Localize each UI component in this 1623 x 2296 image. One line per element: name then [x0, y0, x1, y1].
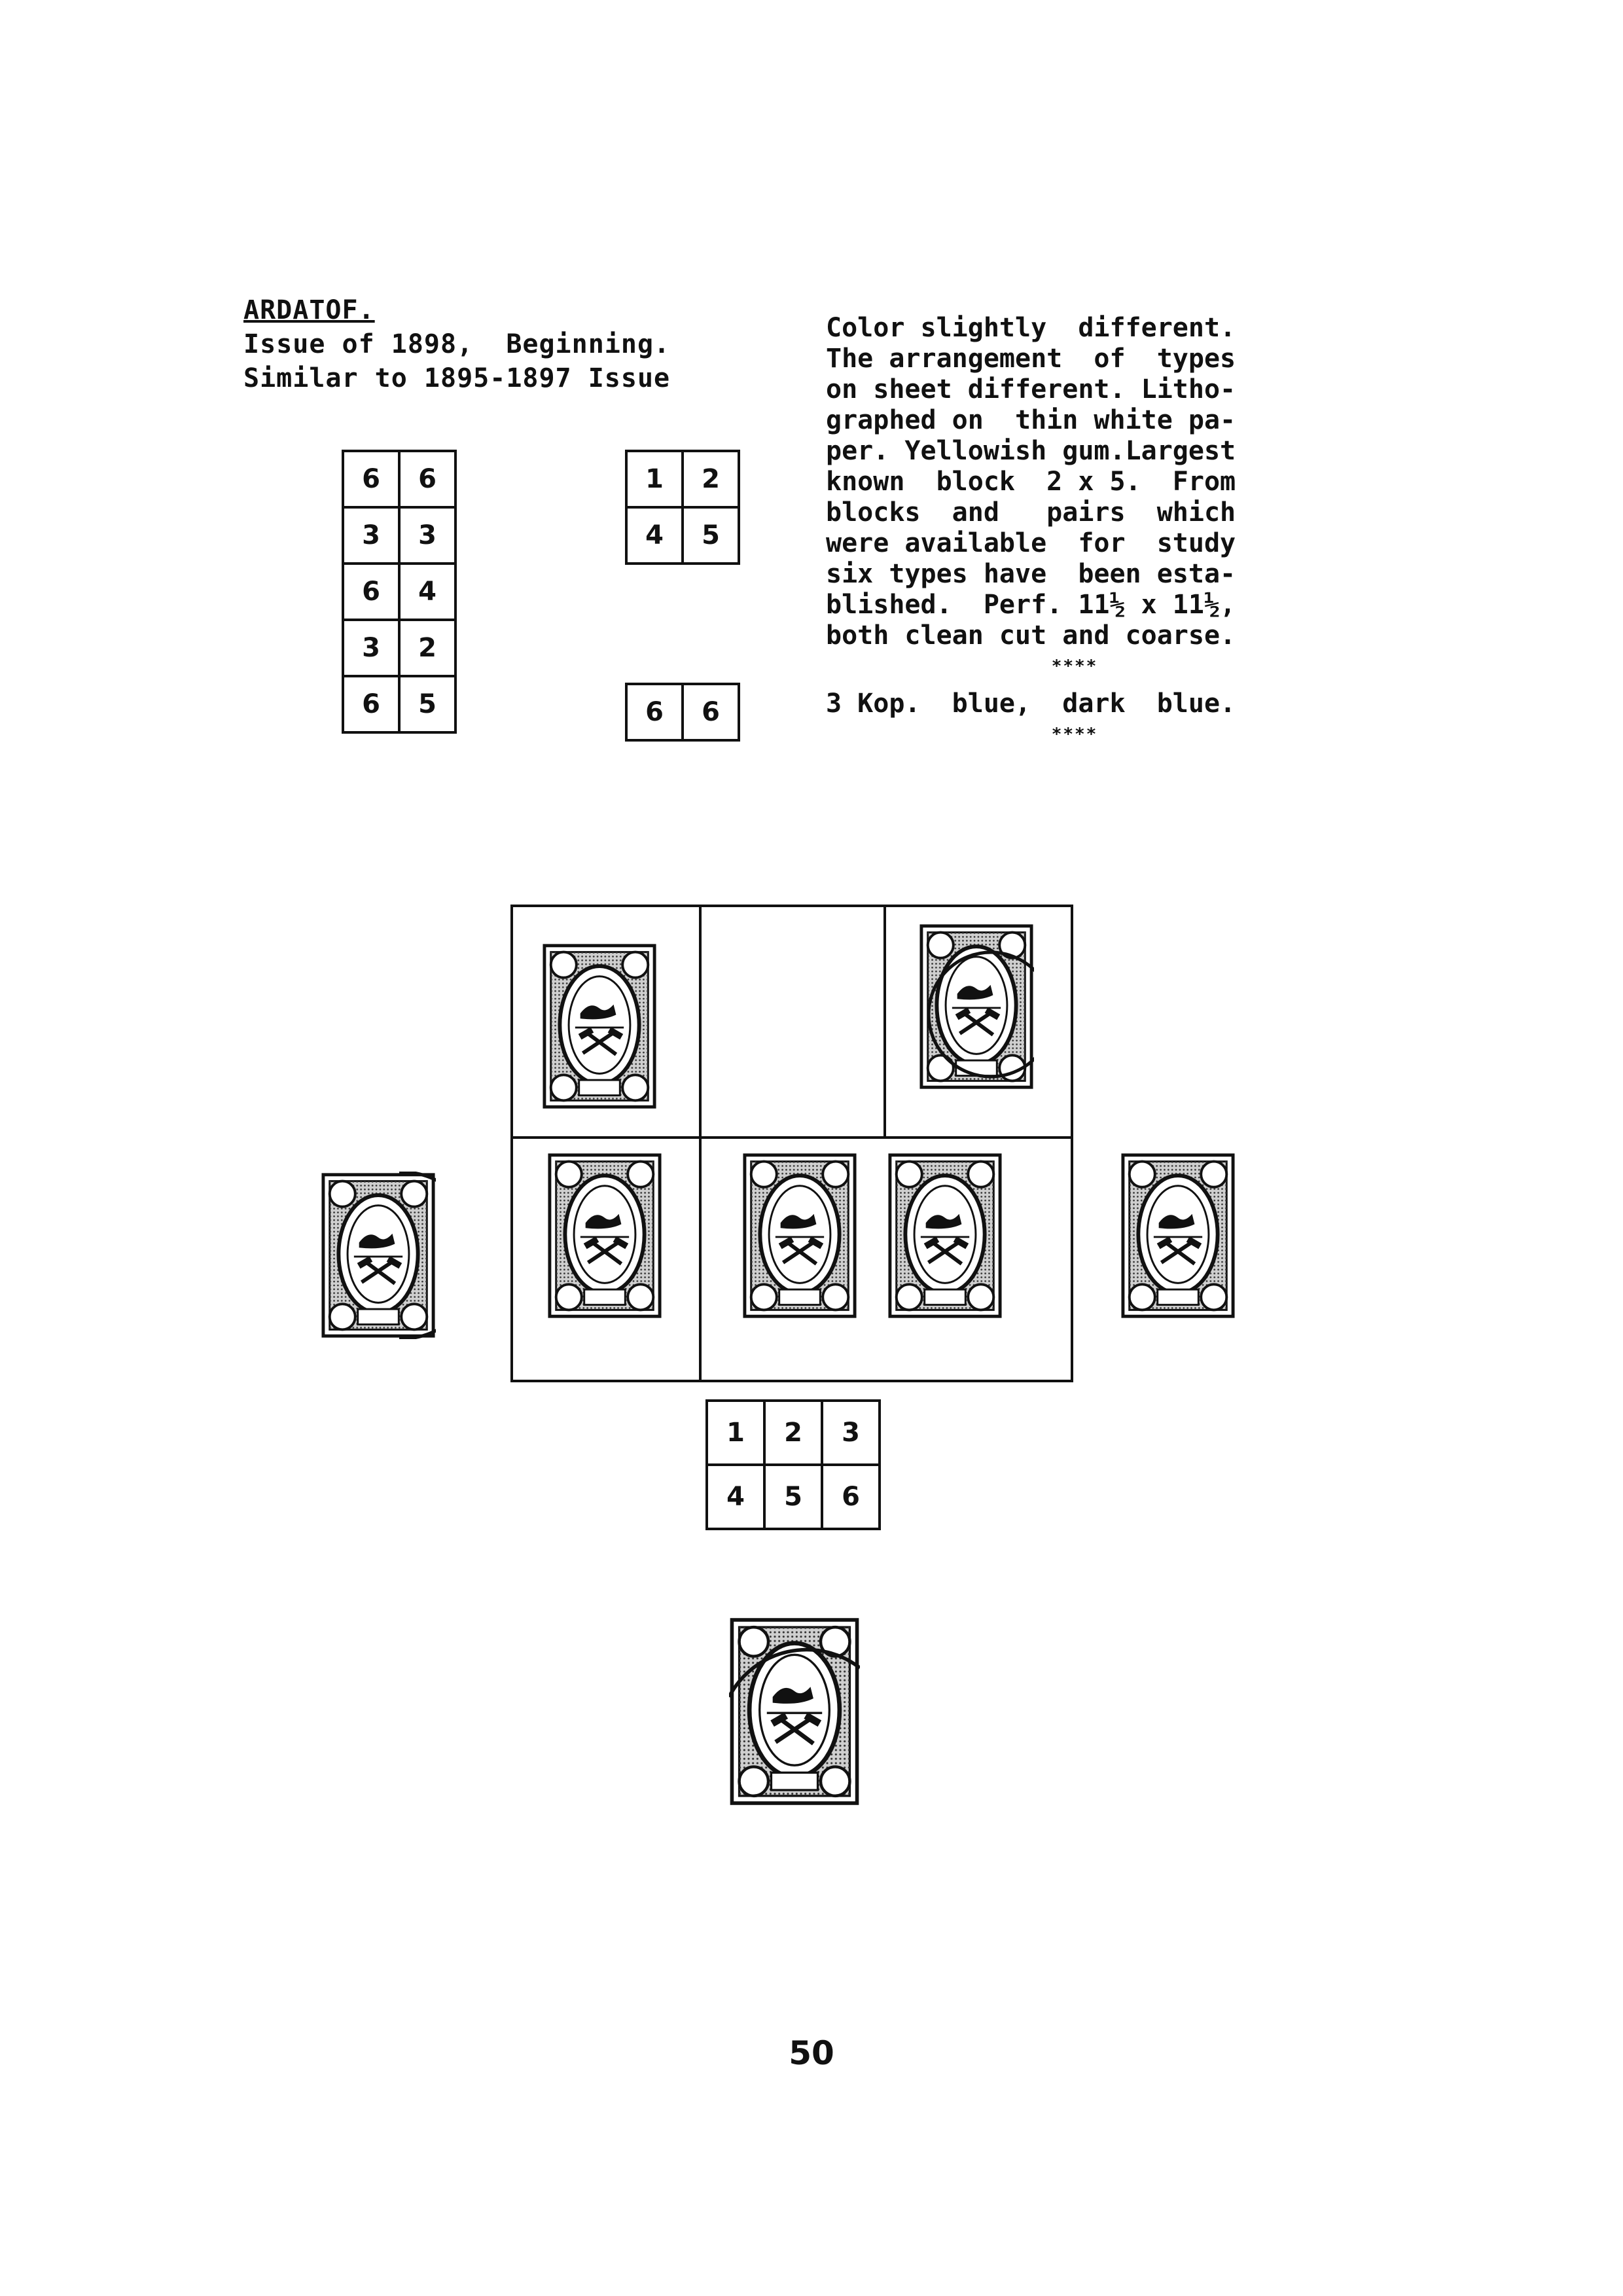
description-block [826, 313, 1323, 750]
type-cell: 6 [626, 684, 683, 740]
heading-title: ARDATOF. [243, 295, 375, 325]
heading-block [243, 293, 670, 395]
type-cell: 5 [683, 507, 739, 564]
stamp-image [1120, 1152, 1236, 1319]
type-cell: 5 [764, 1465, 822, 1529]
stamp-image [742, 1152, 857, 1319]
description-line: The arrangement of types [826, 344, 1236, 374]
description-line: Color slightly different. [826, 313, 1236, 343]
type-cell: 3 [822, 1401, 880, 1465]
stamp-image [547, 1152, 662, 1319]
description-line: blocks and pairs which [826, 497, 1236, 528]
type-cell: 6 [399, 451, 455, 507]
description-line: on sheet different. Litho- [826, 374, 1236, 404]
type-cell: 6 [343, 564, 399, 620]
description-line: graphed on thin white pa- [826, 405, 1236, 435]
separator-stars: **** [1051, 725, 1098, 744]
heading-issue: Issue of 1898, Beginning. [243, 329, 671, 359]
separator-stars: **** [1051, 656, 1098, 676]
type-cell: 3 [343, 620, 399, 676]
type-cell: 5 [399, 676, 455, 732]
type-cell: 1 [626, 451, 683, 507]
block-right-table [625, 450, 740, 565]
type-cell: 6 [683, 684, 739, 740]
heading-similar: Similar to 1895-1897 Issue [243, 363, 671, 393]
description-line: known block 2 x 5. From [826, 467, 1236, 497]
type-cell: 6 [343, 451, 399, 507]
description-line: per. Yellowish gum.Largest [826, 436, 1236, 466]
type-cell: 2 [399, 620, 455, 676]
type-cell: 6 [822, 1465, 880, 1529]
type-cell: 2 [683, 451, 739, 507]
description-line: six types have been esta- [826, 559, 1236, 589]
description-line: were available for study [826, 528, 1236, 558]
stamp-image [887, 1152, 1003, 1319]
page-number: 50 [789, 2034, 834, 2072]
stamp-image-cancelled [321, 1172, 436, 1339]
value-line: 3 Kop. blue, dark blue. [826, 689, 1236, 719]
type-cell: 6 [343, 676, 399, 732]
pair-table [625, 683, 740, 742]
type-cell: 2 [764, 1401, 822, 1465]
description-line: blished. Perf. 11½ x 11½, [826, 590, 1236, 620]
description-line: both clean cut and coarse. [826, 620, 1236, 651]
block-left-table [342, 450, 457, 734]
type-cell: 1 [707, 1401, 764, 1465]
sheet-arrangement-table [705, 1399, 881, 1530]
type-cell: 4 [399, 564, 455, 620]
stamp-image-cancelled [729, 1617, 860, 1806]
type-cell: 3 [343, 507, 399, 564]
stamp-image-cancelled [919, 923, 1034, 1090]
type-cell: 3 [399, 507, 455, 564]
stamp-image [542, 942, 657, 1110]
type-cell: 4 [707, 1465, 764, 1529]
type-cell: 4 [626, 507, 683, 564]
